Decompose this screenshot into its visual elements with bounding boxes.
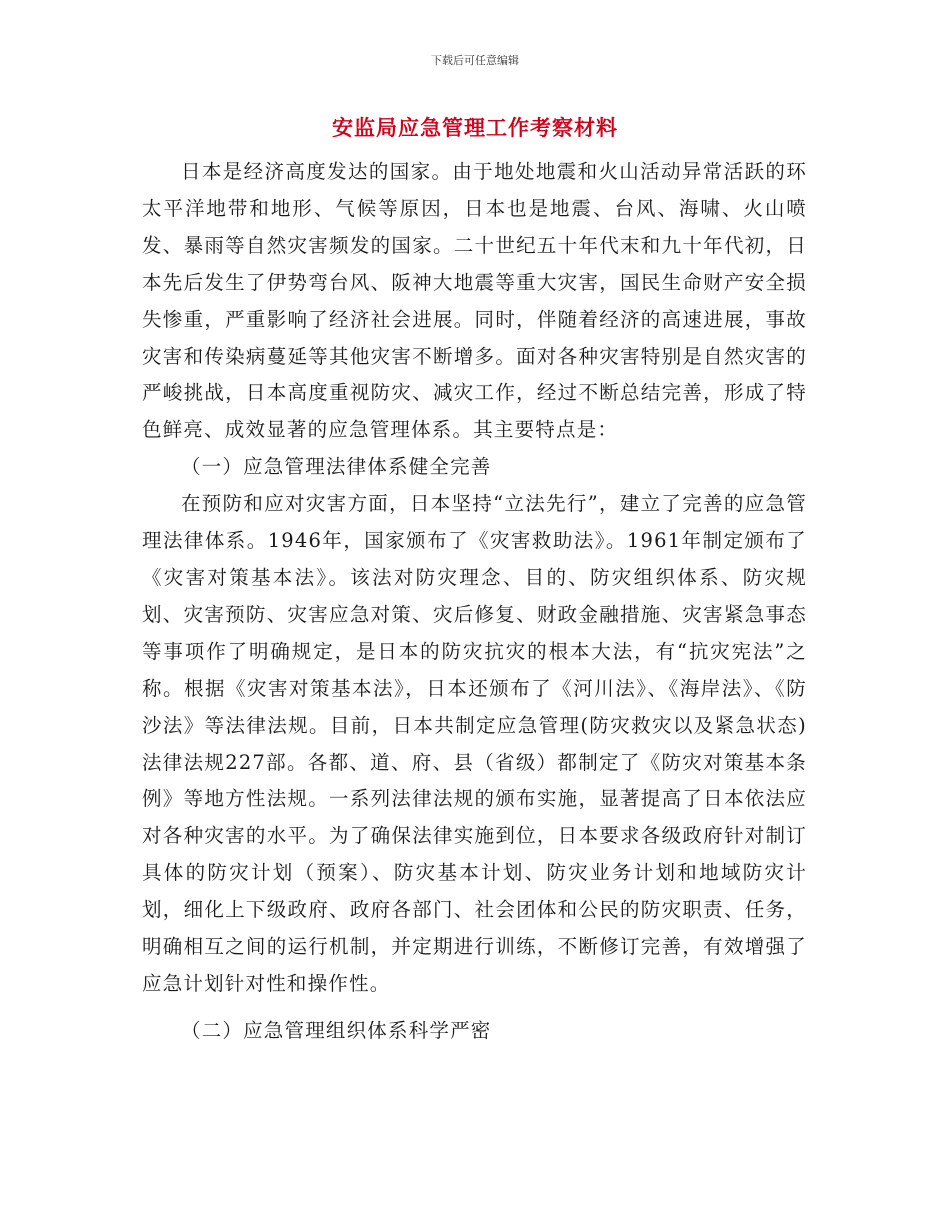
document-title: 安监局应急管理工作考察材料 (332, 116, 618, 140)
section-heading-1: （一）应急管理法律体系健全完善 (181, 455, 492, 479)
section-heading-2: （二）应急管理组织体系科学严密 (181, 1018, 492, 1042)
intro-paragraph: 日本是经济高度发达的国家。由于地处地震和火山活动异常活跃的环太平洋地带和地形、气候等原因，日本也是地震、台风、海啸、火山喷发、暴雨等自然灾害频发的国家。二十世纪五十年代末和九十年代初，日本先后发生了伊势弯台风、阪神大地震等重大灾害，国民生命财产安全损失惨重，严重影响了经济社会进展。同时，伴随着经济的高速进展，事故灾害和传染病蔓延等其他灾害不断增多。面对各种灾害特别是自然灾害的严峻挑战，日本高度重视防灾、减灾工作，经过不断总结完善，形成了特色鲜亮、成效显著的应急管理体系。其主要特点是： (142, 160, 807, 442)
header-note: 下载后可任意编辑 (431, 54, 519, 67)
section-1-paragraph: 在预防和应对灾害方面，日本坚持“立法先行”，建立了完善的应急管理法律体系。1946年，国家颁布了《灾害救助法》。1961年制定颁布了《灾害对策基本法》。该法对防灾理念、目的、防灾组织体系、防灾规划、灾害预防、灾害应急对策、灾后修复、财政金融措施、灾害紧急事态等事项作了明确规定，是日本的防灾抗灾的根本大法，有“抗灾宪法”之称。根据《灾害对策基本法》，日本还颁布了《河川法》、《海岸法》、《防沙法》等法律法规。目前，日本共制定应急管理(防灾救灾以及紧急状态)法律法规227部。各都、道、府、县（省级）都制定了《防灾对策基本条例》等地方性法规。一系列法律法规的颁布实施，显著提高了日本依法应对各种灾害的水平。为了确保法律实施到位，日本要求各级政府针对制订具体的防灾计划（预案）、防灾基本计划、防灾业务计划和地域防灾计划，细化上下级政府、政府各部门、社会团体和公民的防灾职责、任务，明确相互之间的运行机制，并定期进行训练，不断修订完善，有效增强了应急计划针对性和操作性。 (142, 492, 807, 995)
document-body (142, 154, 807, 1050)
